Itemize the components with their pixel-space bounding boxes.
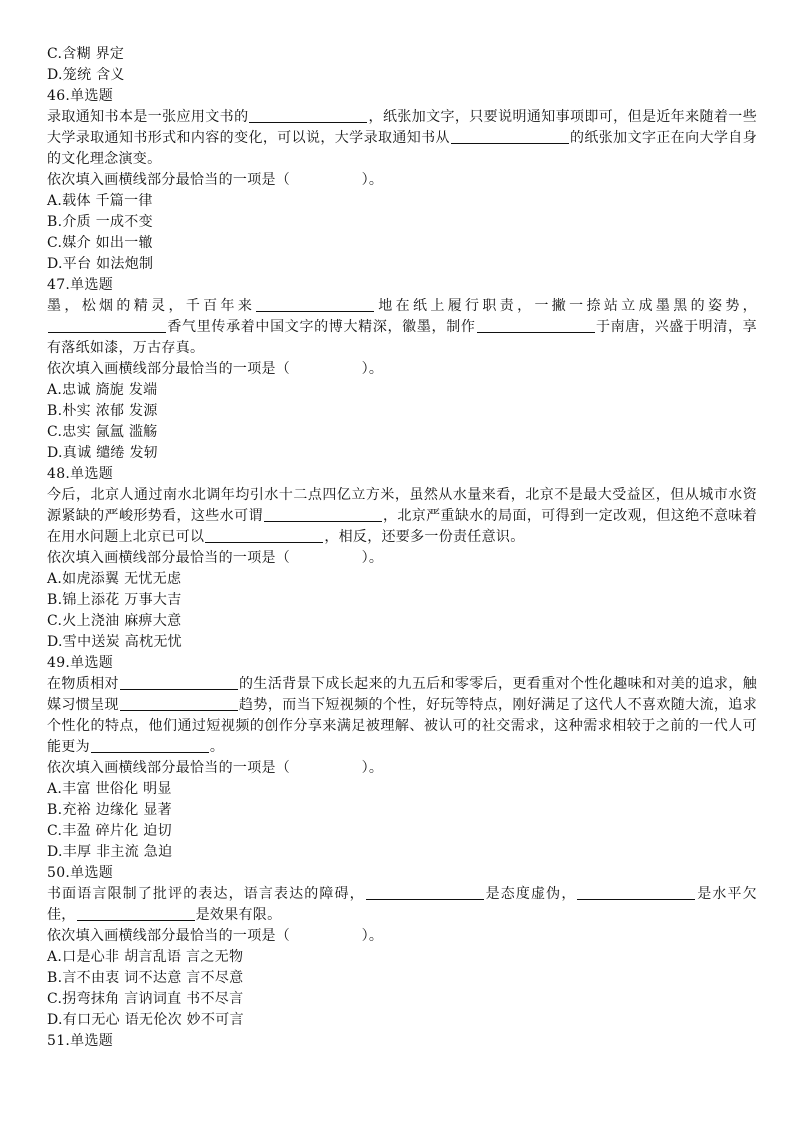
option-d[interactable]: D.平台 如法炮制 (47, 256, 154, 272)
option-b[interactable]: B.言不由衷 词不达意 言不尽意 (47, 970, 244, 986)
option-d[interactable]: D.真诚 缱绻 发轫 (47, 445, 159, 461)
answer-blank (91, 738, 209, 753)
answer-blank (249, 108, 367, 123)
answer-blank (256, 297, 374, 312)
stem-text: 地在纸上履行职责，一撇一捺站立成墨黑的姿势， (375, 298, 757, 314)
stem-text: 是水平欠佳， (47, 886, 757, 923)
answer-blank (77, 906, 195, 921)
answer-blank (366, 885, 484, 900)
prev-option: D.笼统 含义 (47, 67, 125, 83)
question-head: 48.单选题 (47, 466, 114, 482)
question-47 (47, 275, 757, 464)
option-b[interactable]: B.朴实 浓郁 发源 (47, 403, 158, 419)
question-head: 47.单选题 (47, 277, 114, 293)
stem-text: 的生活背景下成长起来的九五后和零零后，更看重对个性化趣味和对美的追求，触媒习惯呈现 (47, 676, 757, 713)
exam-page (47, 44, 757, 1052)
question-stem (47, 107, 757, 170)
answer-blank (205, 528, 323, 543)
question-prompt: 依次填入画横线部分最恰当的一项是（ ）。 (47, 760, 384, 776)
question-stem (47, 884, 757, 926)
option-d[interactable]: D.雪中送炭 高枕无忧 (47, 634, 182, 650)
option-a[interactable]: A.口是心非 胡言乱语 言之无物 (47, 949, 244, 965)
option-c[interactable]: C.火上浇油 麻痹大意 (47, 613, 182, 629)
question-head: 50.单选题 (47, 865, 114, 881)
stem-text: 墨，松烟的精灵，千百年来 (47, 298, 256, 314)
question-stem (47, 296, 757, 359)
stem-text: 录取通知书本是一张应用文书的 (47, 109, 249, 125)
answer-blank (264, 507, 382, 522)
stem-text: 今后，北京人通过南水北调年均引水十二点四亿立方米，虽然从水量来看，北京不是最大受益区，但从城市水资源紧缺的严峻形势看，这些水可谓 (47, 487, 757, 524)
option-b[interactable]: B.介质 一成不变 (47, 214, 153, 230)
option-a[interactable]: A.忠诚 旖旎 发端 (47, 382, 158, 398)
stem-text: ，相反，还要多一份责任意识。 (324, 529, 525, 545)
question-prompt: 依次填入画横线部分最恰当的一项是（ ）。 (47, 928, 384, 944)
question-48 (47, 464, 757, 653)
question-head: 46.单选题 (47, 88, 114, 104)
answer-blank (48, 318, 166, 333)
option-c[interactable]: C.媒介 如出一辙 (47, 235, 153, 251)
stem-text: 在物质相对 (47, 676, 119, 692)
question-49 (47, 653, 757, 863)
question-head: 51.单选题 (47, 1033, 114, 1049)
answer-blank (577, 885, 695, 900)
stem-text: 香气里传承着中国文字的博大精深，徽墨，制作 (167, 319, 476, 335)
option-a[interactable]: A.丰富 世俗化 明显 (47, 781, 172, 797)
option-d[interactable]: D.有口无心 语无伦次 妙不可言 (47, 1012, 244, 1028)
option-b[interactable]: B.锦上添花 万事大吉 (47, 592, 182, 608)
stem-text: 的纸张加文字正在向大学自身的文化理念演变。 (47, 130, 757, 167)
question-head: 49.单选题 (47, 655, 114, 671)
option-c[interactable]: C.丰盈 碎片化 迫切 (47, 823, 172, 839)
stem-text: 书面语言限制了批评的表达，语言表达的障碍， (47, 886, 365, 902)
answer-blank (477, 318, 595, 333)
stem-text: ，北京严重缺水的局面，可得到一定改观，但这绝不意味着在用水问题上北京已可以 (47, 508, 757, 545)
question-stem (47, 674, 757, 758)
prev-option: C.含糊 界定 (47, 46, 125, 62)
option-a[interactable]: A.载体 千篇一律 (47, 193, 153, 209)
option-c[interactable]: C.拐弯抹角 言讷词直 书不尽言 (47, 991, 244, 1007)
option-b[interactable]: B.充裕 边缘化 显著 (47, 802, 172, 818)
stem-text: 趋势，而当下短视频的个性，好玩等特点，刚好满足了这代人不喜欢随大流，追求个性化的特点，他们通过短视频的创作分享来满足被理解、被认可的社交需求，这种需求相较于之前的一代人可能更为 (47, 697, 757, 755)
question-50 (47, 863, 757, 1031)
stem-text: 于南唐，兴盛于明清，享有落纸如漆，万古存真。 (47, 319, 757, 356)
option-c[interactable]: C.忠实 氤氲 滥觞 (47, 424, 158, 440)
stem-text: 是态度虚伪， (484, 886, 577, 902)
stem-text: ，纸张加文字，只要说明通知事项即可，但是近年来随着一些大学录取通知书形式和内容的变化，可以说，大学录取通知书从 (47, 109, 757, 146)
answer-blank (120, 675, 238, 690)
answer-blank (451, 129, 569, 144)
option-a[interactable]: A.如虎添翼 无忧无虑 (47, 571, 182, 587)
question-46 (47, 86, 757, 275)
question-prompt: 依次填入画横线部分最恰当的一项是（ ）。 (47, 550, 384, 566)
question-prompt: 依次填入画横线部分最恰当的一项是（ ）。 (47, 172, 384, 188)
option-d[interactable]: D.丰厚 非主流 急迫 (47, 844, 173, 860)
stem-text: 是效果有限。 (195, 907, 282, 923)
answer-blank (120, 696, 238, 711)
stem-text: 。 (209, 739, 225, 755)
question-stem (47, 485, 757, 548)
question-prompt: 依次填入画横线部分最恰当的一项是（ ）。 (47, 361, 384, 377)
